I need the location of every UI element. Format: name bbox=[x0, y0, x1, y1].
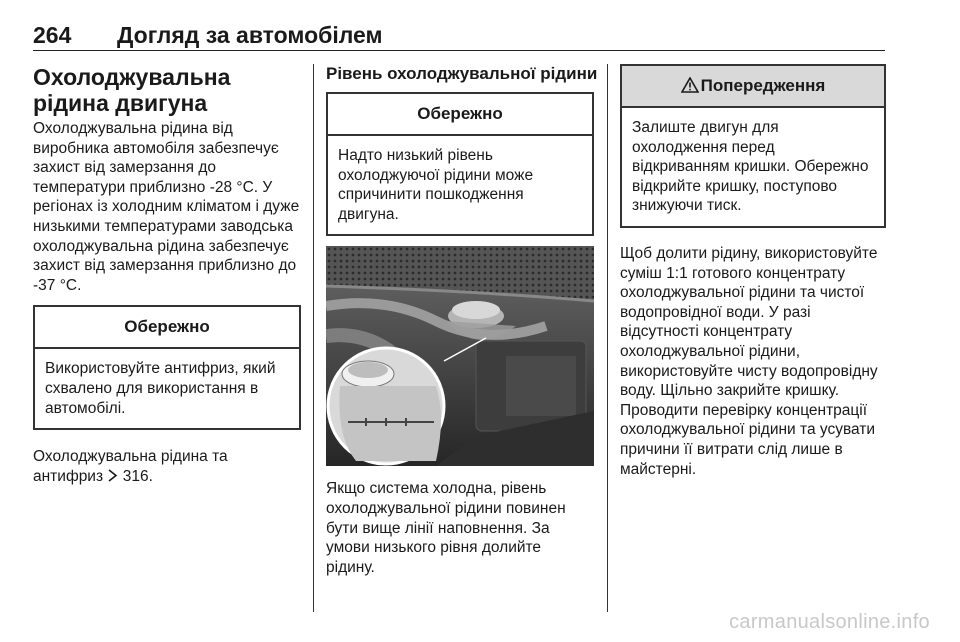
caution-title: Обережно bbox=[328, 94, 592, 136]
chapter-title: Догляд за автомобілем bbox=[117, 22, 383, 48]
warning-text: Залиште двигун для охолодження перед відкриванням кришки. Обережно відкрийте кришку, поступово знижуючи тиск. bbox=[632, 119, 869, 215]
page-number: 264 bbox=[33, 22, 72, 48]
intro-paragraph: Охолоджувальна рідина від виробника автомобіля забезпечує захист від замерзання до температури приблизно -28 °C. У регіонах із холодним кліматом і дуже низькими температурами заводська охолоджувальна рідина забезпечує захист від замерзання приблизно до -37 °C. bbox=[33, 120, 300, 294]
page-header bbox=[33, 22, 885, 51]
column-left bbox=[33, 64, 301, 487]
caution-text: Використовуйте антифриз, який схвалено для використання в автомобілі. bbox=[45, 360, 276, 417]
coolant-reservoir-photo bbox=[326, 246, 594, 466]
body-paragraph: Якщо система холодна, рівень охолоджувальної рідини повинен бути вище лінії наповнення. За умови низького рівня долийте рідину. bbox=[326, 480, 566, 576]
caution-text: Надто низький рівень охолоджуючої рідини може спричинити пошкодження двигуна. bbox=[338, 147, 534, 223]
caution-box bbox=[33, 305, 301, 430]
column-divider bbox=[607, 64, 608, 612]
section-heading: Охолоджувальна рідина двигуна bbox=[33, 64, 231, 116]
warning-triangle-icon bbox=[681, 68, 699, 108]
warning-box bbox=[620, 64, 886, 228]
reference-text: Охолоджувальна рідина та антифриз bbox=[33, 448, 228, 485]
section-heading: Рівень охолоджувальної рідини bbox=[326, 64, 598, 83]
warning-title: Попередження bbox=[700, 76, 826, 95]
warning-header bbox=[622, 66, 884, 108]
reference-paragraph bbox=[33, 447, 301, 487]
caution-box bbox=[326, 92, 594, 236]
reference-arrow-icon bbox=[107, 468, 118, 488]
column-middle bbox=[326, 64, 598, 577]
reference-page-link[interactable]: 316. bbox=[122, 467, 153, 485]
column-right bbox=[620, 64, 886, 479]
watermark: carmanualsonline.info bbox=[729, 611, 930, 633]
body-paragraph: Щоб долити рідину, використовуйте суміш 1:1 готового концентрату охолоджувальної рідини та чистої водопровідної води. У разі відсутності концентрату охолоджувальної рідини, використовуйте чисту водопровідну воду. Щільно закрийте кришку. Проводити перевірку концентрації охолоджувальної рідини та усувати причини її витрати слід лише в майстерні. bbox=[620, 244, 878, 478]
caution-title: Обережно bbox=[35, 307, 299, 349]
column-divider bbox=[313, 64, 314, 612]
